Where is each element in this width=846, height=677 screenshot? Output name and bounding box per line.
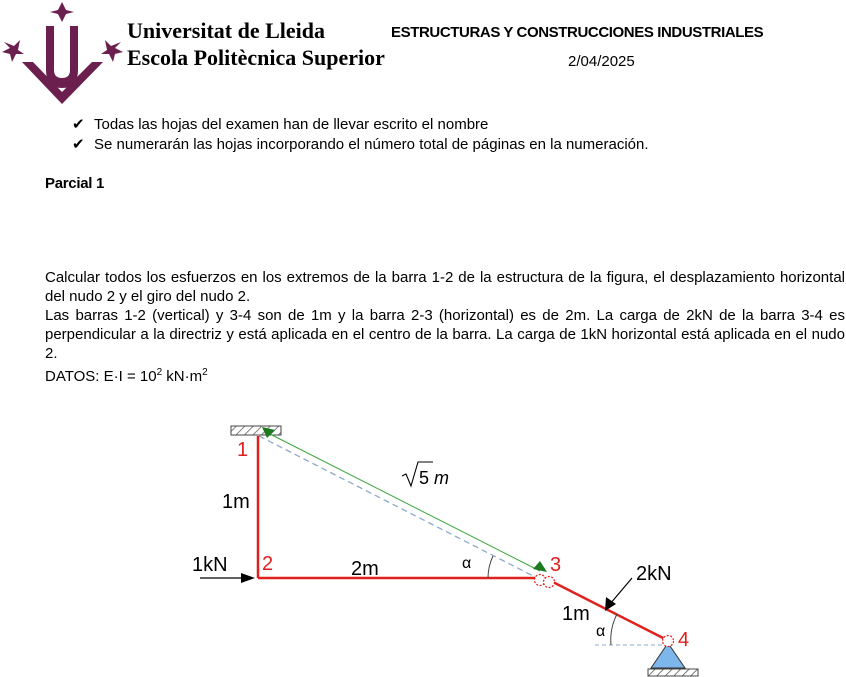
problem-paragraph-2: Las barras 1-2 (vertical) y 3-4 son de 1m y la barra 2-3 (horizontal) es de 2m. La carga de 2kN de la barra 3-4 es perpendicular a la directriz y está aplicada en el centro de la barra. La carga de 1kN horizontal está aplicada en el nudo 2. xyxy=(45,307,845,362)
green-arrowhead-bottom xyxy=(533,561,547,572)
datos-exponent-1: 2 xyxy=(156,367,163,378)
bottom-support-hatch xyxy=(648,669,698,676)
problem-paragraph-1: Calcular todos los esfuerzos en los extremos de la barra 1-2 de la estructura de la figura, el desplazamiento horizontal del nudo 2 y el giro del nudo 2. xyxy=(45,269,845,305)
instruction-item xyxy=(72,115,649,135)
instruction-text: Se numerarán las hojas incorporando el número total de páginas en la numeración. xyxy=(94,136,649,153)
angle-arc-node-3 xyxy=(488,556,493,578)
exam-date: 2/04/2025 xyxy=(568,53,635,70)
university-logo xyxy=(0,0,125,110)
node-4-hinge xyxy=(663,636,674,647)
datos-exponent-2: 2 xyxy=(202,367,208,378)
angle-label-node-4: α xyxy=(596,623,606,640)
problem-data xyxy=(45,363,845,386)
diagonal-length-label xyxy=(402,462,449,488)
checkmark-icon: ✔ xyxy=(72,136,85,153)
instruction-text: Todas las hojas del examen han de llevar escrito el nombre xyxy=(94,116,489,133)
node-3-hinge xyxy=(544,577,555,588)
label-2m: 2m xyxy=(351,558,379,580)
section-title: Parcial 1 xyxy=(45,175,105,192)
datos-unit: kN·m xyxy=(162,368,203,385)
instruction-item xyxy=(72,135,649,155)
load-1kN-arrowhead xyxy=(241,573,255,583)
diagonal-dashed-line xyxy=(259,436,545,582)
label-1m-vertical: 1m xyxy=(222,491,250,513)
node-label-4: 4 xyxy=(678,629,690,651)
datos-prefix: DATOS: E·I = 10 xyxy=(45,368,157,385)
load-2kN-arrow-line xyxy=(610,578,632,604)
diagonal-root-value: 5 xyxy=(419,468,430,488)
load-1kN-label: 1kN xyxy=(192,554,228,576)
instructions-list xyxy=(72,115,649,155)
school-name: Escola Politècnica Superior xyxy=(127,45,385,70)
label-1m-inclined: 1m xyxy=(562,603,590,625)
course-title: ESTRUCTURAS Y CONSTRUCCIONES INDUSTRIALES xyxy=(391,24,764,41)
checkmark-icon: ✔ xyxy=(72,116,85,133)
load-2kN-label: 2kN xyxy=(636,563,672,585)
node-label-1: 1 xyxy=(237,439,249,461)
node-label-2: 2 xyxy=(262,553,274,575)
node-label-3: 3 xyxy=(550,554,562,576)
university-name: Universitat de Lleida xyxy=(127,18,325,43)
diagonal-unit: m xyxy=(434,468,449,488)
angle-arc-node-4 xyxy=(611,614,617,645)
angle-label-node-3: α xyxy=(462,555,472,572)
problem-statement xyxy=(45,268,845,386)
diagonal-green-line xyxy=(266,432,540,571)
structure-figure xyxy=(0,400,846,677)
